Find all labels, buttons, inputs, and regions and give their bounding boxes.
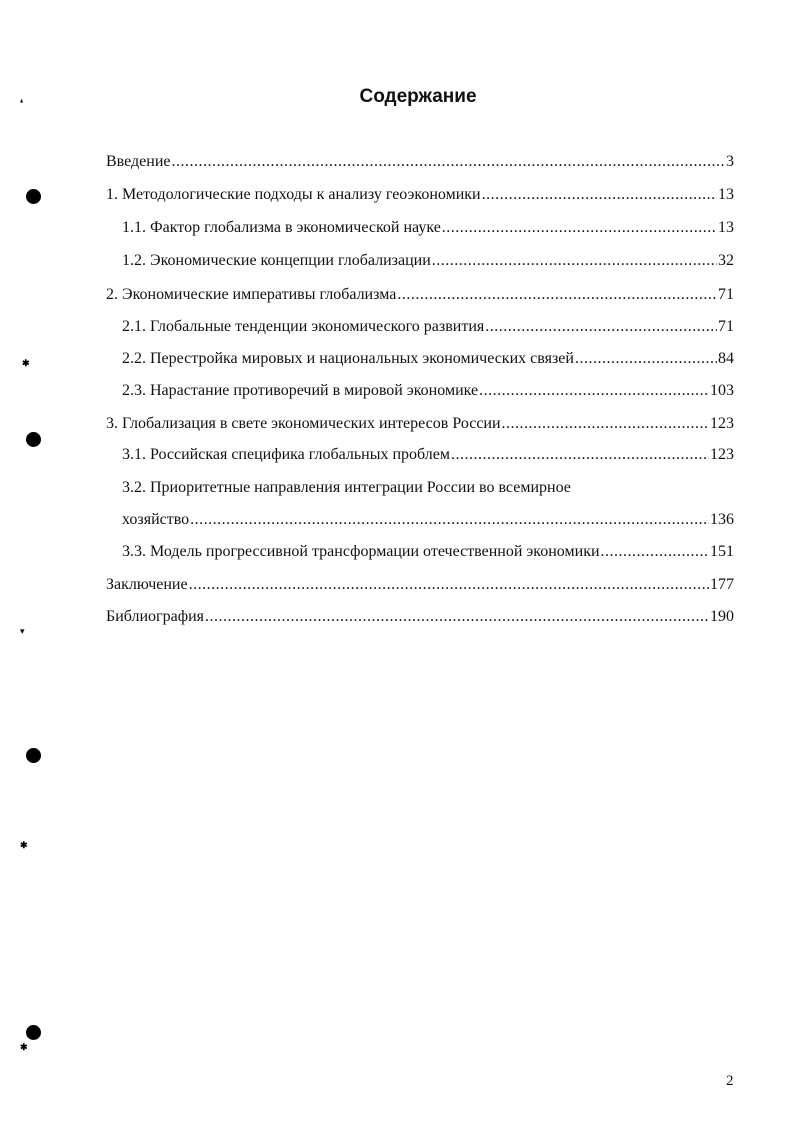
toc-entry[interactable] bbox=[0, 413, 792, 435]
toc-entry-page: 3 bbox=[726, 153, 734, 170]
toc-entry[interactable] bbox=[0, 284, 792, 306]
dot-leader bbox=[189, 574, 709, 596]
toc-entry-page: 84 bbox=[718, 350, 734, 367]
toc-entry-page: 13 bbox=[718, 186, 734, 203]
toc-entry-label: 2.1. Глобальные тенденции экономического развития bbox=[122, 318, 485, 335]
scan-speck: ▾ bbox=[20, 626, 25, 636]
scan-speck: ✱ bbox=[22, 358, 30, 368]
toc-entry-page: 71 bbox=[718, 318, 734, 335]
toc-entry[interactable] bbox=[0, 348, 792, 370]
toc-entry[interactable] bbox=[0, 444, 792, 466]
toc-entry-label: 2. Экономические императивы глобализма bbox=[106, 286, 397, 303]
toc-entry[interactable] bbox=[0, 184, 792, 206]
toc-entry-label: 1. Методологические подходы к анализу геоэкономики bbox=[106, 186, 481, 203]
toc-entry-label: 3.2. Приоритетные направления интеграции России во всемирное bbox=[122, 479, 571, 496]
scan-speck: ✱ bbox=[20, 1042, 28, 1052]
dot-leader bbox=[451, 444, 709, 466]
dot-leader bbox=[172, 151, 726, 173]
toc-entry-page: 71 bbox=[718, 286, 734, 303]
dot-leader bbox=[190, 509, 709, 531]
toc-entry-label: 3.3. Модель прогрессивной трансформации отечественной экономики bbox=[122, 543, 600, 560]
page-number: 2 bbox=[726, 1073, 734, 1089]
toc-entry-page: 32 bbox=[718, 252, 734, 269]
toc-entry-label: Заключение bbox=[106, 576, 188, 593]
scan-speck: ✱ bbox=[20, 840, 28, 850]
toc-entry-continuation[interactable] bbox=[0, 509, 792, 531]
toc-entry[interactable] bbox=[0, 574, 792, 596]
toc-entry[interactable] bbox=[0, 606, 792, 628]
toc-entry-label: 1.1. Фактор глобализма в экономической науке bbox=[122, 219, 441, 236]
toc-entry-page: 123 bbox=[710, 415, 734, 432]
punch-hole bbox=[26, 1025, 41, 1040]
toc-entry-label: Введение bbox=[106, 153, 171, 170]
toc-entry[interactable] bbox=[0, 151, 792, 173]
toc-entry-page: 103 bbox=[710, 382, 734, 399]
toc-entry-label: хозяйство bbox=[122, 511, 190, 528]
toc-entry[interactable] bbox=[0, 316, 792, 338]
toc-entry[interactable] bbox=[0, 380, 792, 402]
punch-hole bbox=[26, 748, 41, 763]
dot-leader bbox=[601, 541, 709, 563]
dot-leader bbox=[575, 348, 717, 370]
dot-leader bbox=[205, 606, 709, 628]
toc-entry-page: 123 bbox=[710, 446, 734, 463]
dot-leader bbox=[397, 284, 717, 306]
toc-entry-page: 190 bbox=[710, 608, 734, 625]
scan-speck: ❛ bbox=[20, 98, 23, 108]
toc-entry-label: 2.2. Перестройка мировых и национальных экономических связей bbox=[122, 350, 574, 367]
toc-entry[interactable] bbox=[0, 217, 792, 239]
toc-entry-label: 3.1. Российская специфика глобальных проблем bbox=[122, 446, 450, 463]
toc-entry[interactable] bbox=[0, 541, 792, 563]
toc-entry-page: 177 bbox=[710, 576, 734, 593]
toc-entry-page: 136 bbox=[710, 511, 734, 528]
toc-entry-first-line[interactable] bbox=[0, 477, 792, 499]
dot-leader bbox=[479, 380, 709, 402]
dot-leader bbox=[442, 217, 717, 239]
toc-entry-label: 3. Глобализация в свете экономических интересов России bbox=[106, 415, 501, 432]
toc-entry-page: 13 bbox=[718, 219, 734, 236]
dot-leader bbox=[485, 316, 717, 338]
toc-entry-page: 151 bbox=[710, 543, 734, 560]
page-title: Содержание bbox=[359, 86, 477, 107]
toc-entry[interactable] bbox=[0, 250, 792, 272]
dot-leader bbox=[482, 184, 717, 206]
punch-hole bbox=[26, 189, 41, 204]
toc-entry-label: 1.2. Экономические концепции глобализации bbox=[122, 252, 431, 269]
dot-leader bbox=[502, 413, 709, 435]
dot-leader bbox=[432, 250, 717, 272]
toc-entry-label: Библиография bbox=[106, 608, 204, 625]
toc-entry-label: 2.3. Нарастание противоречий в мировой экономике bbox=[122, 382, 479, 399]
punch-hole bbox=[26, 432, 41, 447]
